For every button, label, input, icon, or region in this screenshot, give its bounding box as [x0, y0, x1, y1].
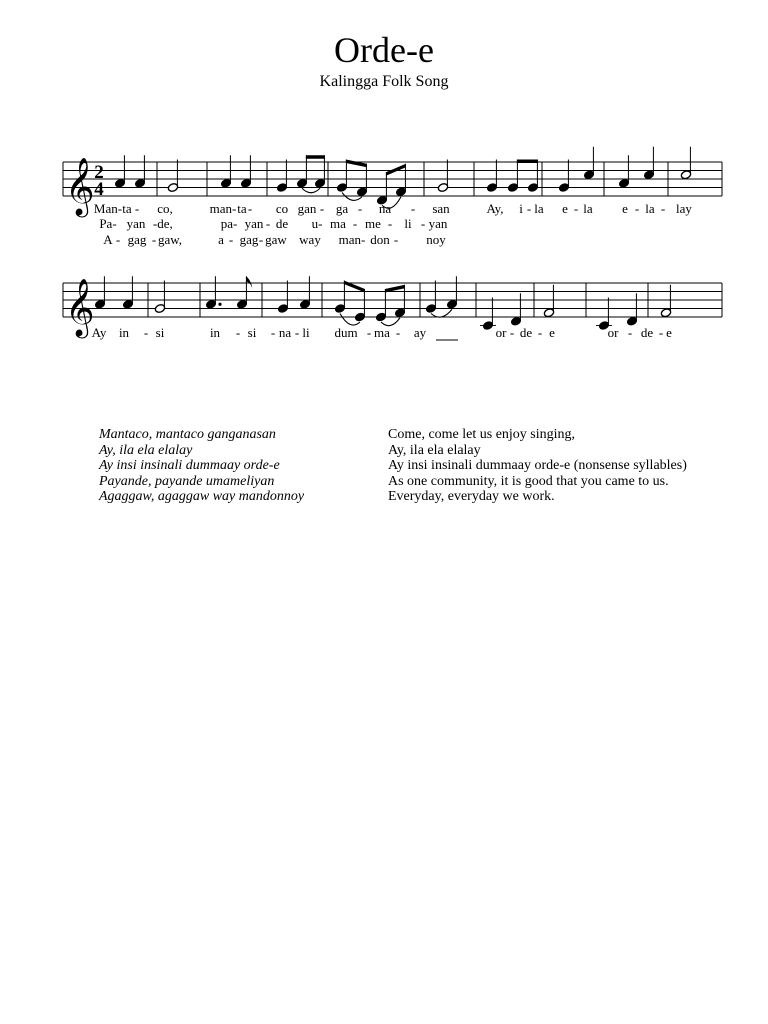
lyric-syllable: yan: [126, 216, 146, 231]
lyric-syllable: -: [387, 216, 393, 231]
lyric-syllable: co,: [157, 201, 173, 216]
lyric-syllable: -: [410, 201, 416, 216]
lyric-syllable: ma: [330, 216, 346, 231]
lyric-syllable: co: [275, 201, 289, 216]
lyric-syllable: la: [534, 201, 544, 216]
lyric-syllable: -: [258, 232, 264, 247]
lyric-syllable: e: [622, 201, 628, 216]
lyric-syllable: na: [278, 325, 292, 340]
lyric-syllable: -: [270, 325, 276, 340]
lyric-syllable: -: [294, 325, 300, 340]
treble-clef-icon: 𝄞: [65, 158, 95, 214]
treble-clef-icon: 𝄞: [65, 279, 95, 335]
lyric-syllable: -: [151, 232, 157, 247]
lyric-syllable: de,: [157, 216, 173, 231]
lyric-line-original: Ay insi insinali dummaay orde-e: [99, 458, 280, 473]
lyric-syllable: -: [235, 325, 241, 340]
lyric-syllable: ta: [122, 201, 132, 216]
lyric-syllable: ay: [413, 325, 427, 340]
lyric-syllable: -: [627, 325, 633, 340]
lyric-syllable: in: [118, 325, 130, 340]
lyric-syllable: e: [562, 201, 568, 216]
lyric-syllable: Ay,: [486, 201, 504, 216]
lyric-syllable: gaw: [265, 232, 287, 247]
lyric-syllable: -: [352, 216, 358, 231]
lyric-syllable: dum: [334, 325, 358, 340]
lyric-syllable: -: [152, 216, 158, 231]
lyric-line-english: Everyday, everyday we work.: [388, 489, 555, 504]
beam: [386, 164, 406, 176]
lyric-syllable: -: [393, 232, 399, 247]
lyric-syllable: A: [103, 232, 113, 247]
lyric-syllable: noy: [426, 232, 446, 247]
beam: [344, 281, 365, 293]
lyric-syllable: e: [549, 325, 555, 340]
lyric-syllable: -: [509, 325, 515, 340]
lyric-syllable: pa-: [220, 216, 238, 231]
lyric-syllable: ta: [237, 201, 247, 216]
lyric-syllable: Man-: [93, 201, 123, 216]
song-subtitle: Kalingga Folk Song: [319, 73, 449, 90]
lyric-syllable: -: [357, 201, 363, 216]
music-score: [0, 0, 768, 420]
lyric-syllable: de: [640, 325, 654, 340]
time-signature-bottom: 4: [94, 179, 104, 200]
lyric-syllable: yan: [428, 216, 448, 231]
dot: [218, 303, 221, 306]
lyric-syllable: e: [666, 325, 672, 340]
lyric-syllable: man-: [209, 201, 237, 216]
lyric-syllable: gag: [239, 232, 259, 247]
beam: [346, 160, 367, 168]
lyrics-original: [99, 427, 304, 505]
lyric-syllable: de: [519, 325, 533, 340]
lyric-line-english: Ay, ila ela elalay: [388, 442, 481, 458]
lyric-syllable: -: [395, 325, 401, 340]
lyric-syllable: san: [432, 201, 450, 216]
lyric-syllable: gaw,: [157, 232, 183, 247]
lyric-line-original: Agaggaw, agaggaw way mandonnoy: [99, 489, 305, 504]
time-signature-top: 2: [94, 162, 104, 183]
lyric-syllable: li: [302, 325, 310, 340]
lyric-syllable: la: [645, 201, 655, 216]
lyric-syllable: si: [155, 325, 165, 340]
lyric-line-english: As one community, it is good that you came to us.: [388, 473, 669, 489]
lyric-line-original: Payande, payande umameliyan: [99, 473, 275, 489]
lyric-syllable: in: [209, 325, 221, 340]
lyric-syllable: ma: [374, 325, 390, 340]
staff-system-1: [63, 147, 722, 247]
lyric-syllable: man-: [338, 232, 366, 247]
lyric-syllable: -: [143, 325, 149, 340]
beam: [517, 160, 538, 164]
lyric-syllable: -: [228, 232, 234, 247]
lyric-syllable: na: [378, 201, 392, 216]
slur: [302, 188, 320, 193]
lyric-syllable: -: [247, 201, 253, 216]
lyric-syllable: or: [607, 325, 619, 340]
lyric-syllable: -: [634, 201, 640, 216]
lyric-syllable: yan: [244, 216, 264, 231]
lyric-syllable: a: [218, 232, 224, 247]
beam: [306, 155, 325, 159]
lyric-syllable: la: [583, 201, 593, 216]
lyric-syllable: de: [275, 216, 289, 231]
lyric-syllable: gag: [127, 232, 147, 247]
lyric-syllable: -: [134, 201, 140, 216]
lyric-syllable: -: [420, 216, 426, 231]
lyric-syllable: li: [404, 216, 412, 231]
lyric-line-original: Mantaco, mantaco ganganasan: [99, 427, 276, 442]
lyric-syllable: ga: [335, 201, 349, 216]
lyric-syllable: i: [519, 201, 523, 216]
lyric-syllable: me: [365, 216, 381, 231]
lyric-syllable: -: [537, 325, 543, 340]
lyric-syllable: way: [299, 232, 321, 247]
lyric-syllable: -: [526, 201, 532, 216]
lyric-syllable: -: [265, 216, 271, 231]
lyric-syllable: lay: [676, 201, 692, 216]
lyric-syllable: -: [115, 232, 121, 247]
lyric-syllable: Ay: [91, 325, 107, 340]
lyric-line-english: Come, come let us enjoy singing,: [388, 427, 576, 442]
lyric-syllable: -: [660, 201, 666, 216]
staff-system-2: [63, 276, 722, 340]
song-title: Orde-e: [334, 30, 434, 70]
lyric-syllable: don: [370, 232, 390, 247]
lyric-syllable: gan: [297, 201, 317, 216]
lyric-syllable: -: [319, 201, 325, 216]
lyric-syllable: -: [658, 325, 664, 340]
lyric-syllable: si: [247, 325, 257, 340]
lyric-syllable: -: [366, 325, 372, 340]
lyric-syllable: -: [573, 201, 579, 216]
lyric-line-english: Ay insi insinali dummaay orde-e (nonsense syllables): [388, 458, 687, 473]
lyrics-english: [388, 427, 687, 505]
lyric-syllable: Pa-: [99, 216, 117, 231]
lyric-syllable: or: [495, 325, 507, 340]
lyric-syllable: u-: [311, 216, 323, 231]
lyric-line-original: Ay, ila ela elalay: [99, 442, 193, 458]
